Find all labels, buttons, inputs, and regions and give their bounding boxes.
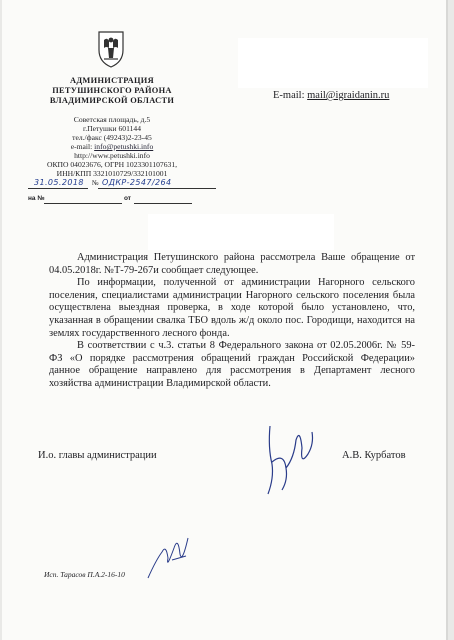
letter-page: [2, 0, 448, 640]
number-underline: [98, 188, 216, 189]
org-phone: тел./факс (49243)2-23-45: [72, 133, 152, 142]
handwritten-signature: [256, 418, 326, 500]
reference-date-underline: [134, 203, 192, 204]
executor-note: Исп. Тарасов П.А.2-16-10: [44, 570, 125, 579]
signatory-name: А.В. Курбатов: [342, 450, 406, 461]
org-codes-1: ОКПО 04023676, ОГРН 1023301107631,: [46, 160, 178, 169]
body-paragraph-2: По информации, полученной от администрации Нагорного сельского поселения, специалистами администрации Нагорного сельского поселения была осуществлена выездная проверка, в ходе которой было установлено, что, указанная в обращении свалка ТБО вдоль ж/д около пос. Городищи, находится на землях государственного лесного фонда.: [49, 277, 415, 339]
reference-number-underline: [44, 203, 122, 204]
redacted-salutation: [148, 214, 334, 250]
executor-initials-scribble: [142, 530, 202, 582]
redacted-recipient-address: [238, 38, 428, 88]
outgoing-reg-line: [28, 178, 218, 190]
body-paragraph-3: В соответствии с ч.3. статьи 8 Федерального закона от 02.05.2006г. № 59-ФЗ «О порядке рассмотрения обращений граждан Российской Федерации» данное обращение направлено для рассмотрения в Департамент лесного хозяйства администрации Владимирской области.: [49, 340, 415, 389]
signatory-position: И.о. главы администрации: [38, 450, 157, 461]
date-underline: [28, 188, 88, 189]
org-email-link[interactable]: info@petushki.info: [94, 142, 154, 151]
date-handwritten: 31.05.2018: [34, 178, 84, 187]
org-address-1: Советская площадь, д.5: [73, 115, 151, 124]
reference-from: от: [124, 195, 131, 202]
org-name-line-2: ПЕТУШИНСКОГО РАЙОНА: [52, 86, 172, 95]
reference-prefix: на №: [28, 195, 45, 202]
body-paragraph-1: Администрация Петушинского района рассмотрела Ваше обращение от 04.05.2018г. №Т-79-267и сообщает следующее.: [49, 252, 415, 276]
org-name-line-3: ВЛАДИМИРСКОЙ ОБЛАСТИ: [49, 96, 175, 105]
recipient-email-label: E-mail:: [273, 90, 305, 101]
recipient-email-link[interactable]: mail@igraidanin.ru: [307, 90, 390, 101]
org-email-line: [22, 142, 202, 151]
org-address-2: г.Петушки 601144: [82, 124, 142, 133]
reference-line: [28, 194, 218, 206]
recipient-email: [273, 90, 389, 101]
number-handwritten: ОДКР-2547/264: [102, 178, 172, 187]
org-email-label: e-mail:: [70, 142, 93, 151]
coat-of-arms-icon: [94, 28, 128, 68]
org-name-line-1: АДМИНИСТРАЦИЯ: [70, 76, 154, 85]
org-site[interactable]: http://www.petushki.info: [74, 151, 150, 160]
letter-body: [49, 252, 415, 391]
number-prefix: №: [92, 179, 99, 187]
org-codes-2: ИНН/КПП 3321010729/332101001: [56, 169, 168, 178]
